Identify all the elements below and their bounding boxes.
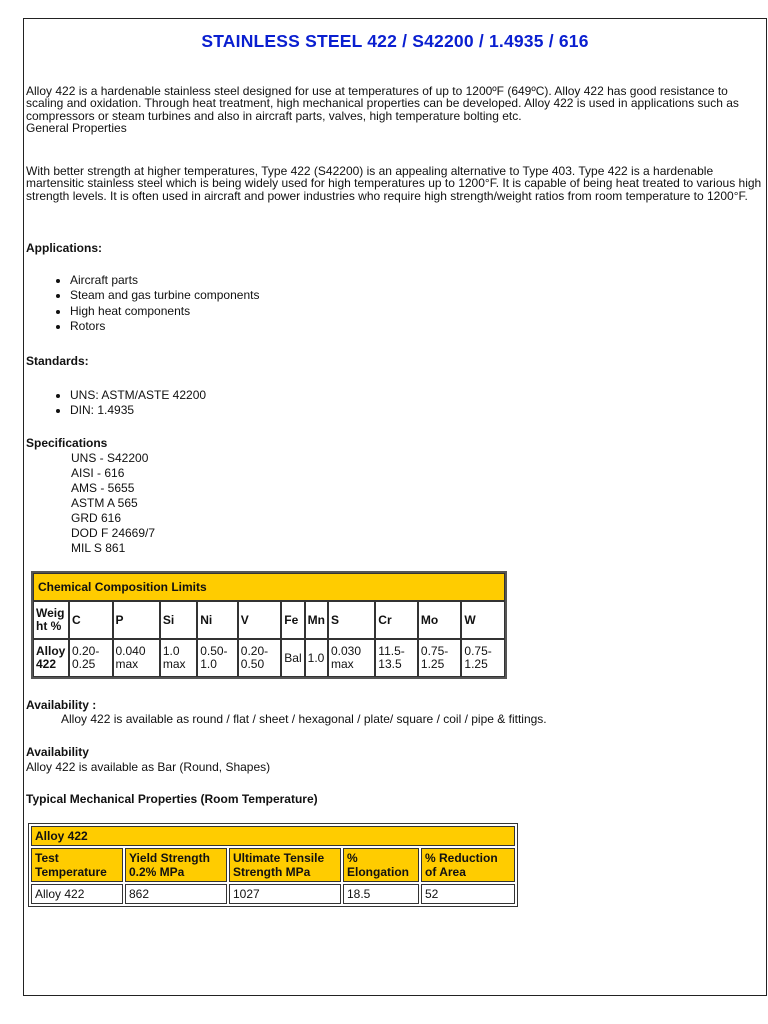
- table-cell: Bal: [281, 639, 304, 677]
- table-header-cell: P: [113, 601, 160, 639]
- intro-paragraph: [26, 85, 766, 135]
- list-item: GRD 616: [71, 511, 122, 525]
- table-cell: 52: [421, 884, 515, 904]
- applications-list: [26, 273, 259, 335]
- table-header-cell: Fe: [281, 601, 304, 639]
- availability-text-2: Alloy 422 is available as Bar (Round, Shapes): [26, 760, 271, 774]
- table-header-cell: C: [69, 601, 113, 639]
- table-header-cell: % Reduction of Area: [421, 848, 515, 882]
- table-cell: Alloy 422: [31, 884, 123, 904]
- table-header-cell: Test Temperature: [31, 848, 123, 882]
- availability-heading: Availability :: [26, 698, 97, 712]
- list-item: MIL S 861: [71, 541, 126, 555]
- standards-list: [26, 388, 206, 419]
- table-header-cell: Mo: [418, 601, 462, 639]
- table-header-cell: Cr: [375, 601, 418, 639]
- table-cell: 0.50-1.0: [197, 639, 238, 677]
- table-header-cell: S: [328, 601, 375, 639]
- table-cell: 0.20-0.50: [238, 639, 282, 677]
- list-item: • High heat components: [70, 304, 259, 319]
- table-header-row: [31, 848, 515, 882]
- availability-text: Alloy 422 is available as round / flat / sheet / hexagonal / plate/ square / coil / pipe & fittings.: [61, 712, 547, 726]
- table-row: [33, 639, 505, 677]
- mechanical-properties-table: [28, 823, 518, 907]
- availability-heading-2: Availability: [26, 745, 89, 759]
- table-cell: 1027: [229, 884, 341, 904]
- list-item: AMS - 5655: [71, 481, 135, 495]
- specifications-list: [71, 451, 155, 556]
- table-row: [31, 884, 515, 904]
- table-header-cell: % Elongation: [343, 848, 419, 882]
- intro-text: Alloy 422 is a hardenable stainless steel designed for use at temperatures of up to 1200ºF (649ºC). Alloy 422 has good resistance to scaling and oxidation. Through heat treatment, high mechanical properties can be developed. Alloy 422 is used in applications such as compressors or steam turbines and also in aircraft parts, valves, high temperature bolting etc.: [26, 84, 739, 123]
- table-header-cell: Ni: [197, 601, 238, 639]
- table-header-cell: Ultimate Tensile Strength MPa: [229, 848, 341, 882]
- list-item: • UNS: ASTM/ASTE 42200: [70, 388, 206, 403]
- list-item: • Aircraft parts: [70, 273, 259, 288]
- chemical-composition-table: [31, 571, 507, 679]
- table-cell: 1.0: [305, 639, 328, 677]
- general-properties-label: General Properties: [26, 121, 127, 136]
- standards-heading: Standards:: [26, 354, 89, 368]
- page-title: STAINLESS STEEL 422 / S42200 / 1.4935 / 616: [201, 31, 589, 51]
- table-header-cell: W: [461, 601, 505, 639]
- table-title: Alloy 422: [31, 826, 515, 846]
- general-properties-paragraph: With better strength at higher temperatures, Type 422 (S42200) is an appealing alternative to Type 403. Type 422 is a hardenable martensitic stainless steel which is being widely used for high temperatures up to 1200°F. It is capable of being heat treated to various high strength levels. It is often used in aircraft and power industries who require high strength/weight ratios from room temperature to 1200°F.: [26, 164, 762, 203]
- list-item: DOD F 24669/7: [71, 526, 156, 540]
- table-cell: 862: [125, 884, 227, 904]
- list-item: UNS - S42200: [71, 451, 149, 465]
- applications-heading: Applications:: [26, 241, 103, 255]
- list-item: • Steam and gas turbine components: [70, 288, 259, 303]
- document-frame: [23, 18, 767, 996]
- table-cell: 11.5-13.5: [375, 639, 418, 677]
- list-item: ASTM A 565: [71, 496, 138, 510]
- table-cell: 0.20-0.25: [69, 639, 113, 677]
- table-cell: 0.75-1.25: [461, 639, 505, 677]
- table-header-cell: Weig ht %: [33, 601, 69, 639]
- table-header-row: [33, 601, 505, 639]
- list-item: • DIN: 1.4935: [70, 403, 206, 418]
- table-header-cell: Si: [160, 601, 197, 639]
- mechanical-properties-heading: Typical Mechanical Properties (Room Temperature): [26, 792, 318, 806]
- table-cell: 1.0 max: [160, 639, 197, 677]
- table-header-cell: V: [238, 601, 282, 639]
- table-cell: 0.040 max: [113, 639, 160, 677]
- table-cell: Alloy 422: [33, 639, 69, 677]
- table-cell: 18.5: [343, 884, 419, 904]
- specifications-heading: Specifications: [26, 436, 108, 450]
- table-title: Chemical Composition Limits: [33, 573, 505, 601]
- table-header-cell: Mn: [305, 601, 328, 639]
- table-cell: 0.030 max: [328, 639, 375, 677]
- table-header-cell: Yield Strength 0.2% MPa: [125, 848, 227, 882]
- list-item: • Rotors: [70, 319, 259, 334]
- table-cell: 0.75-1.25: [418, 639, 462, 677]
- list-item: AISI - 616: [71, 466, 125, 480]
